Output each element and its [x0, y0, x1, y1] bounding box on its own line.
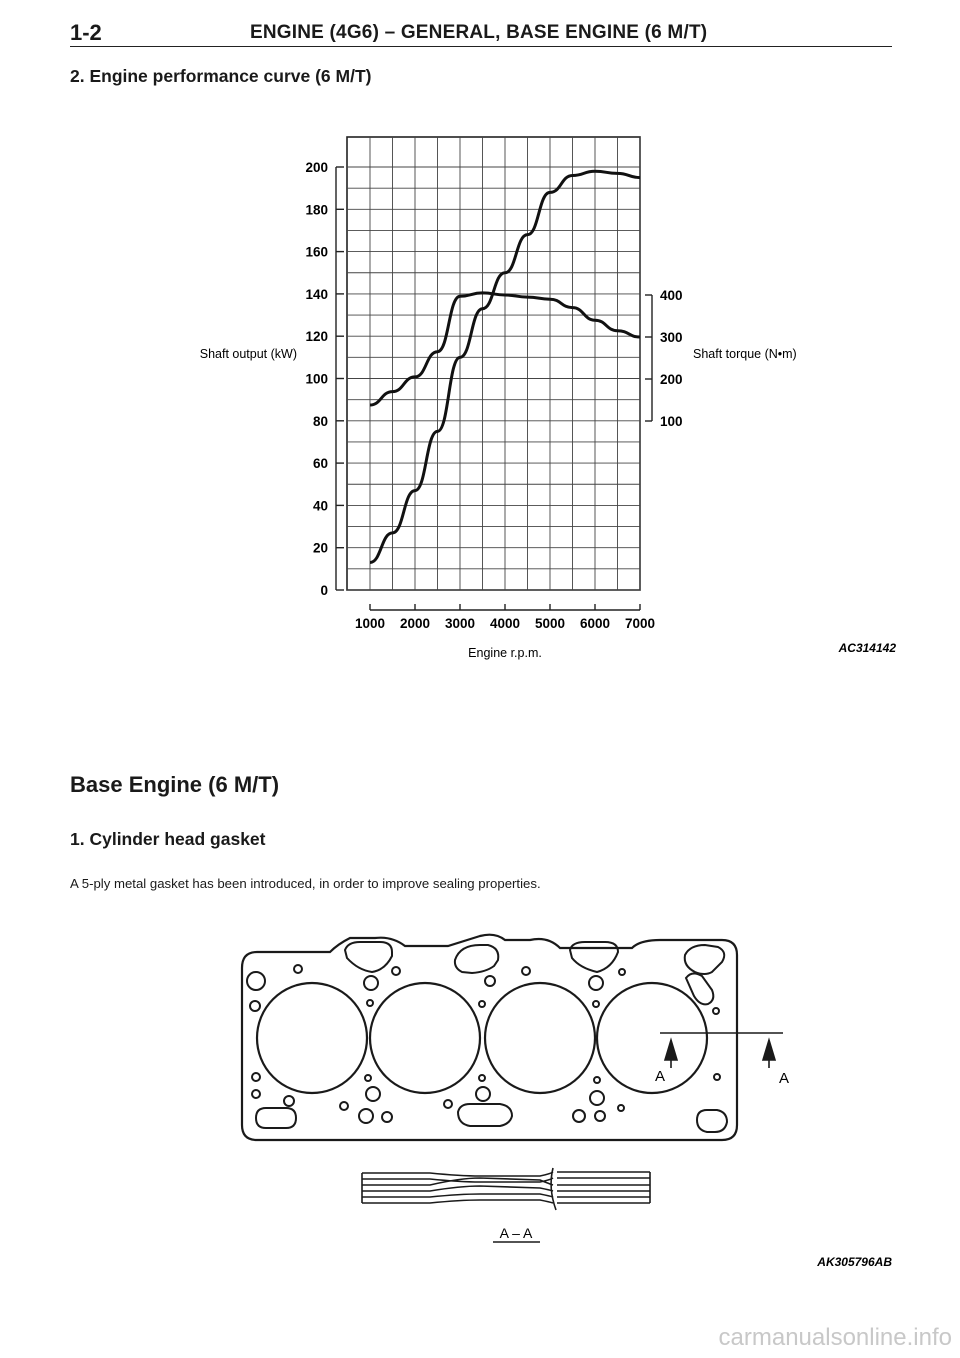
x-tick-label: 4000 — [489, 616, 521, 631]
y-left-tick-label: 20 — [312, 540, 328, 556]
section-mark-left: A — [655, 1068, 666, 1085]
section-caption: A – A — [499, 1225, 533, 1241]
gasket-description: A 5-ply metal gasket has been introduced, in order to improve sealing properties. — [70, 876, 541, 891]
section-mark-right: A — [779, 1070, 790, 1087]
y-left-tick-label: 120 — [305, 329, 328, 345]
x-tick-label: 3000 — [444, 616, 476, 631]
header-title: ENGINE (4G6) – GENERAL, BASE ENGINE (6 M/T) — [250, 22, 708, 43]
y-left-tick-label: 0 — [320, 583, 328, 598]
y-left-tick-label: 140 — [305, 286, 328, 302]
x-tick-label: 1000 — [354, 616, 386, 631]
gasket-outline — [242, 935, 737, 1140]
cylinder-bore-4 — [597, 983, 707, 1093]
y-left-tick-label: 80 — [312, 413, 328, 429]
x-tick-label: 6000 — [579, 616, 611, 631]
figure-code-chart: AC314142 — [838, 641, 896, 655]
section-heading-base-engine: Base Engine (6 M/T) — [70, 772, 280, 797]
watermark: carmanualsonline.info — [718, 1324, 952, 1351]
y-left-axis-label: Shaft output (kW) — [199, 347, 297, 361]
x-tick-label: 7000 — [624, 616, 656, 631]
cylinder-bore-1 — [257, 983, 367, 1093]
y-left-tick-label: 180 — [305, 202, 328, 218]
gasket-section-layers — [362, 1168, 650, 1210]
cylinder-bore-3 — [485, 983, 595, 1093]
y-left-tick-label: 100 — [305, 371, 328, 387]
y-right-tick-label: 400 — [660, 288, 683, 303]
page-number: 1-2 — [70, 20, 102, 45]
y-left-tick-label: 60 — [312, 456, 328, 472]
y-right-tick-label: 100 — [660, 414, 683, 429]
section-heading-performance: 2. Engine performance curve (6 M/T) — [70, 66, 372, 86]
y-right-tick-label: 200 — [660, 372, 683, 387]
cylinder-bore-2 — [370, 983, 480, 1093]
subsection-heading-gasket: 1. Cylinder head gasket — [70, 829, 266, 849]
figure-code-gasket: AK305796AB — [817, 1255, 892, 1269]
x-tick-label: 2000 — [399, 616, 431, 631]
y-right-tick-label: 300 — [660, 330, 683, 345]
x-axis-label: Engine r.p.m. — [468, 646, 542, 660]
y-left-tick-label: 200 — [305, 160, 328, 175]
x-tick-label: 5000 — [534, 616, 566, 631]
y-right-axis-label: Shaft torque (N•m) — [693, 347, 797, 361]
y-left-tick-label: 40 — [312, 498, 328, 514]
y-left-tick-label: 160 — [305, 244, 328, 260]
